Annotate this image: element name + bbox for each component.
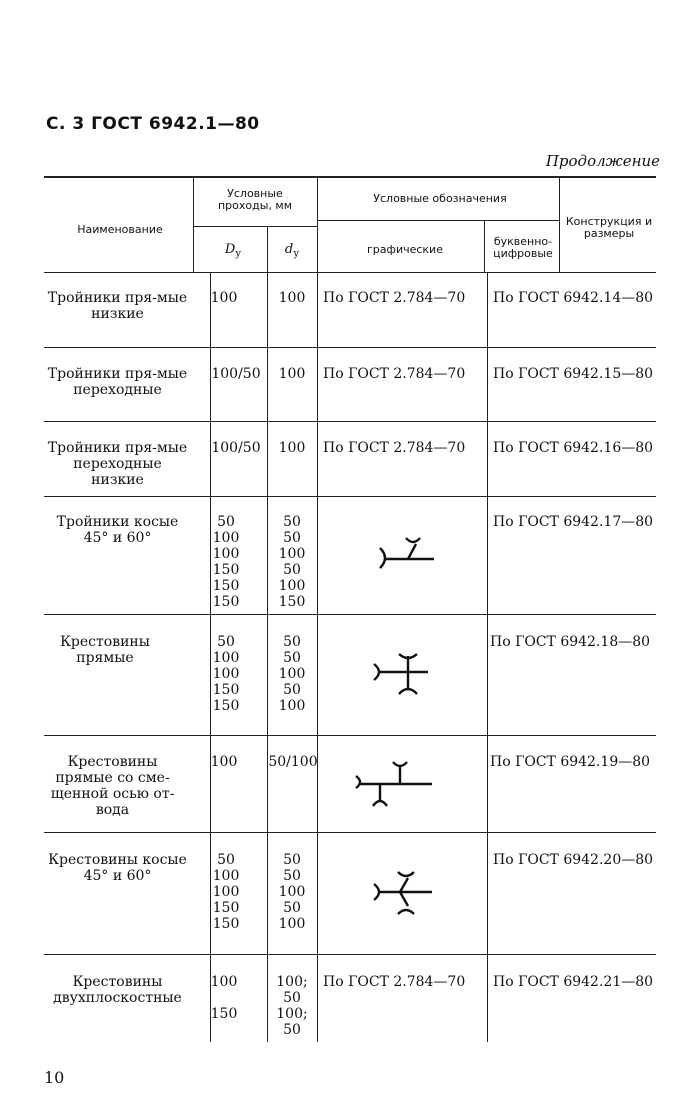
table-top-rule (44, 176, 656, 178)
header-Dy: $D_у$ (224, 242, 242, 260)
header-passages: Условные проходы, мм (217, 187, 293, 212)
header-name: Наименование (77, 223, 163, 236)
row-Dy: 100 150 (210, 974, 238, 1022)
row-dy: 50 50 100 50 100 (278, 852, 306, 932)
row-Dy: 100 (210, 754, 238, 770)
row-name: Тройники пря-мые низкие (47, 290, 188, 322)
header-sub-rule-passages (193, 226, 317, 227)
row-dy: 50/100 (268, 754, 318, 770)
row-Dy: 100 (210, 290, 238, 306)
header-col-divider (193, 177, 194, 272)
row-rule (44, 496, 656, 497)
body-col-divider (267, 272, 268, 1042)
body-col-divider (317, 272, 318, 1042)
header-construction: Конструкция и размеры (565, 215, 653, 240)
row-construction: По ГОСТ 6942.20—80 (493, 852, 654, 868)
row-dy: 100; 50 100; 50 (276, 974, 308, 1038)
row-name: Крестовины косые 45° и 60° (48, 852, 187, 884)
row-rule (44, 832, 656, 833)
body-col-divider (487, 272, 488, 1042)
row-name: Тройники пря-мые переходные (47, 366, 188, 398)
row-rule (44, 954, 656, 955)
page-number: 10 (44, 1068, 65, 1087)
header-designations: Условные обозначения (373, 192, 507, 205)
row-construction: По ГОСТ 6942.21—80 (493, 974, 654, 990)
row-construction: По ГОСТ 6942.17—80 (493, 514, 654, 530)
cross-oblique-symbol-icon (370, 866, 436, 920)
row-name: Крестовины двухплоскостные (53, 974, 182, 1006)
row-rule (44, 421, 656, 422)
cross-offset-symbol-icon (352, 758, 436, 810)
row-Dy: 50 100 100 150 150 (212, 852, 240, 932)
row-dy: 100 (278, 290, 306, 306)
row-graphic: По ГОСТ 2.784—70 (323, 974, 466, 990)
row-construction: По ГОСТ 6942.18—80 (490, 634, 651, 650)
tee-oblique-symbol-icon (368, 528, 440, 578)
row-construction: По ГОСТ 6942.14—80 (493, 290, 654, 306)
row-dy: 50 50 100 50 100 (278, 634, 306, 714)
continuation-label: Продолжение (545, 152, 660, 170)
row-rule (44, 614, 656, 615)
cross-straight-symbol-icon (370, 650, 430, 700)
row-rule (44, 735, 656, 736)
row-construction: По ГОСТ 6942.19—80 (490, 754, 651, 770)
row-Dy: 100/50 (211, 366, 261, 382)
row-Dy: 50 100 100 150 150 (212, 634, 240, 714)
row-dy: 100 (278, 366, 306, 382)
header-alphanumeric: буквенно-цифровые (493, 235, 553, 260)
row-name: Тройники пря-мые переходные низкие (47, 440, 188, 488)
row-name: Крестовины прямые (60, 634, 150, 666)
row-Dy: 50 100 100 150 150 150 (212, 514, 240, 610)
page-header: С. 3 ГОСТ 6942.1—80 (46, 114, 260, 134)
row-dy: 100 (278, 440, 306, 456)
row-construction: По ГОСТ 6942.16—80 (493, 440, 654, 456)
row-graphic: По ГОСТ 2.784—70 (323, 366, 466, 382)
row-name: Тройники косые 45° и 60° (56, 514, 179, 546)
row-graphic: По ГОСТ 2.784—70 (323, 290, 466, 306)
row-dy: 50 50 100 50 100 150 (278, 514, 306, 610)
header-col-divider (267, 226, 268, 272)
row-graphic: По ГОСТ 2.784—70 (323, 440, 466, 456)
row-name: Крестовины прямые со сме-щенной осью от-вода (50, 754, 175, 818)
header-dy: $d_у$ (284, 242, 300, 260)
row-rule (44, 347, 656, 348)
header-graphic: графические (367, 243, 443, 256)
row-construction: По ГОСТ 6942.15—80 (493, 366, 654, 382)
header-col-divider (559, 177, 560, 272)
header-col-divider (484, 220, 485, 272)
header-col-divider (317, 177, 318, 272)
header-sub-rule-designations (317, 220, 559, 221)
header-bottom-rule (44, 272, 656, 273)
row-Dy: 100/50 (211, 440, 261, 456)
